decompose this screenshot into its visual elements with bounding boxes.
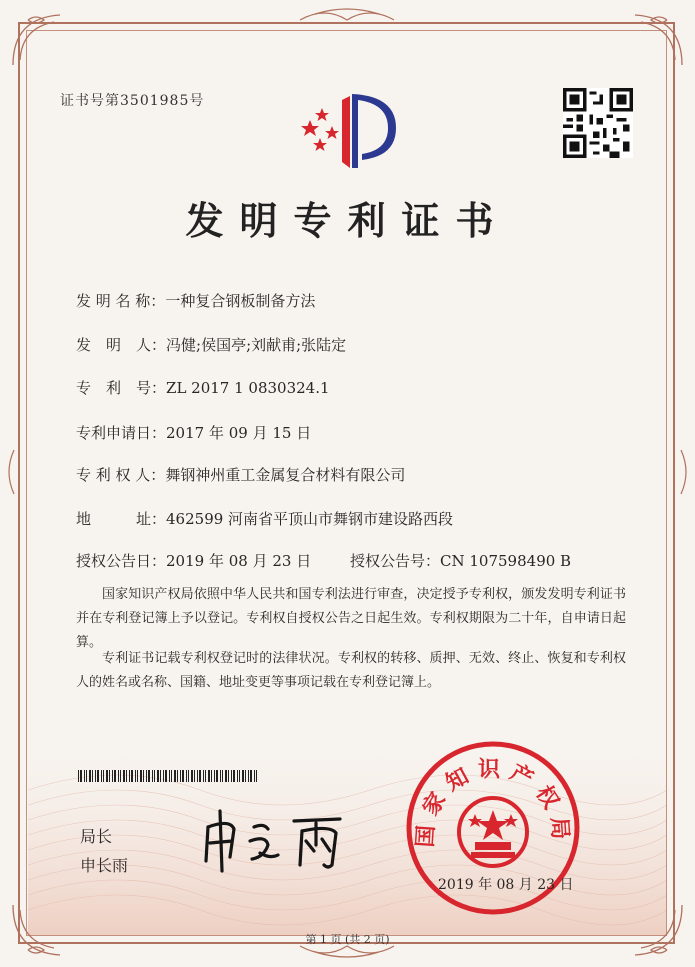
address-label: 地 址：: [76, 510, 167, 528]
inventors-row: [76, 334, 346, 355]
address-value: 462599 河南省平顶山市舞钢市建设路西段: [166, 510, 454, 528]
patent-number-label: 专 利 号：: [76, 379, 167, 397]
certificate-title: 发明专利证书: [185, 198, 510, 243]
barcode-icon: [78, 770, 258, 782]
corner-ornament-icon: [8, 900, 78, 960]
grant-publication-number-value: CN 107598490 B: [440, 552, 572, 570]
statement-paragraph: 国家知识产权局依照中华人民共和国专利法进行审查，决定授予专利权，颁发发明专利证书并在专利登记簿上予以登记。专利权自授权公告之日起生效。专利权期限为二十年，自申请日起算。: [76, 587, 626, 650]
patent-number-value: ZL 2017 1 0830324.1: [166, 379, 330, 397]
legal-status-paragraph: 专利证书记载专利权登记时的法律状况。专利权的转移、质押、无效、终止、恢复和专利权人的姓名或名称、国籍、地址变更等事项记载在专利登记簿上。: [76, 651, 626, 690]
invention-name-value: 一种复合钢板制备方法: [165, 292, 316, 310]
inventors-value: 冯健;侯国亭;刘献甫;张陆定: [166, 336, 347, 354]
director-name: 申长雨: [80, 856, 129, 875]
filing-date-value: 2017 年 09 月 15 日: [166, 424, 312, 442]
grant-publication-number-row: [350, 550, 571, 571]
corner-ornament-icon: [8, 10, 78, 70]
director-title: 局长: [80, 827, 113, 846]
inventors-label: 发 明 人：: [76, 336, 167, 354]
invention-name-label: 发 明 名 称：: [76, 292, 166, 310]
director-signature: [190, 805, 360, 875]
invention-name-row: [76, 290, 315, 311]
address-row: [76, 508, 453, 529]
cnipa-logo-icon: [292, 90, 408, 172]
seal-text: 国家知识产权局: [413, 757, 573, 849]
patentee-value: 舞钢神州重工金属复合材料有限公司: [165, 466, 406, 484]
filing-date-label: 专利申请日：: [76, 424, 167, 442]
page-number: 第 1 页 (共 2 页): [305, 933, 390, 946]
seal-date: 2019 年 08 月 23 日: [438, 877, 574, 893]
grant-date-label: 授权公告日：: [76, 552, 167, 570]
grant-publication-number-label: 授权公告号：: [350, 552, 441, 570]
patentee-row: [76, 464, 405, 485]
patent-number-row: [76, 377, 330, 398]
patentee-label: 专 利 权 人：: [76, 466, 166, 484]
grant-date-row: [76, 550, 311, 571]
svg-text:国家知识产权局: [413, 758, 573, 848]
corner-ornament-icon: [617, 900, 687, 960]
grant-date-value: 2019 年 08 月 23 日: [166, 552, 312, 570]
corner-ornament-icon: [617, 10, 687, 70]
filing-date-row: [76, 422, 311, 443]
certificate-number: 证书号第3501985号: [60, 93, 205, 109]
qr-code-icon: [563, 88, 633, 158]
